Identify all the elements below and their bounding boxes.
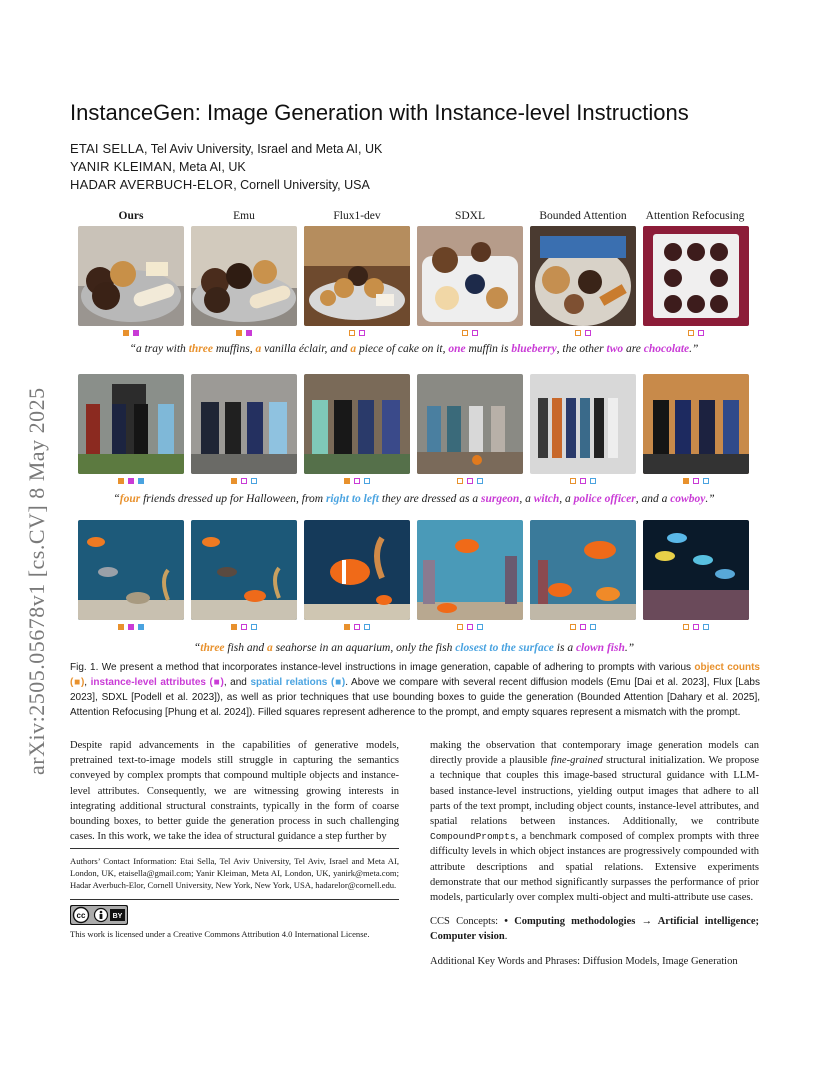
image-bounded-attention-aquarium [530,520,636,620]
text-run: “ [113,493,120,505]
text-run: instance-level attributes (■) [90,677,224,688]
license-rule [70,899,399,900]
score-marks-ours-halloween [78,478,184,484]
attribute-mark [467,624,473,630]
count-mark [123,330,129,336]
count-mark [236,330,242,336]
creative-commons-icon [70,905,128,925]
score-marks-refocusing-halloween [643,478,749,484]
count-mark [688,330,694,336]
text-run: seahorse in an aquarium, only the fish [272,642,456,654]
image-sdxl-halloween [417,374,523,474]
score-marks-flux-halloween [304,478,410,484]
text-run: right to left [325,493,379,505]
attribute-mark [472,330,478,336]
text-run: , a [559,493,574,505]
prompt-tray [78,343,750,355]
text-run: vanilla éclair, and [261,343,351,355]
text-run: one [448,343,466,355]
count-mark [462,330,468,336]
text-run: .” [689,343,699,355]
ccs-concepts: CCS Concepts: • Computing methodologies → Artificial intelligence; Computer vision. [430,916,759,943]
cc-badge-text: BY [112,913,123,920]
text-run: friends dressed up for Halloween, from [140,493,326,505]
score-marks-emu-halloween [191,478,297,484]
image-attention-refocusing-halloween [643,374,749,474]
attribute-mark [354,624,360,630]
abstract-left-column [70,738,399,853]
abstract-paragraph-1: Despite rapid advancements in the capabilities of generative models, pretrained text-to-image models still struggle in capturing the semantics conveyed by complex prompts that compound multiple objects and instance-level attributes. Consequently, we are witnessing growing interests in integrating additional structural constraints, typically in the form of coarse bounding boxes, to better guide the generation process in such challenging cases. In this work, we take the idea of structural guidance a step further by [70,740,399,843]
score-marks-refocusing-aquarium [643,624,749,630]
text-run: “ [193,642,201,654]
count-mark [683,478,689,484]
author-3: HADAR AVERBUCH-ELOR, Cornell University, USA [70,177,370,192]
text-run: is a [553,642,576,654]
attribute-mark [580,478,586,484]
text-run: , the other [556,343,607,355]
text-run: three [188,343,213,355]
score-marks-sdxl-aquarium [417,624,523,630]
arxiv-id: arXiv:2505.05678v1 [cs.CV] 8 May 2025 [24,387,49,775]
spatial-mark [138,478,144,484]
image-attention-refocusing-aquarium [643,520,749,620]
count-mark [118,624,124,630]
prompt-halloween [78,493,750,505]
text-run: cowboy [670,493,706,505]
author-1: ETAI SELLA, Tel Aviv University, Israel and Meta AI, UK [70,141,383,156]
count-mark [570,478,576,484]
text-run: are [623,343,644,355]
spatial-mark [477,478,483,484]
text-run: spatial relations (■) [250,677,346,688]
column-header-bounded-attention: Bounded Attention [539,210,627,222]
score-marks-emu-aquarium [191,624,297,630]
cc-by-license-badge [70,905,128,925]
image-emu-tray [191,226,297,326]
text-run: surgeon [480,493,520,505]
abstract-paragraph-2: making the observation that contemporary image generation models can directly provide a plausible fine-grained structural initialization. We propose a technique that couples this image-based structural guidance with LLM-based instance-level instructions, yielding output images that adhere to all parts of the text prompt, including object counts, instance-level attributes, and spatial relations between instances. Additionally, we contribute CompoundPrompts, a benchmark composed of complex prompts with three difficulty levels in which object instances are progressively compounded with attribute descriptions and spatial relations. Extensive experiments demonstrate that our method significantly surpasses the performance of prior models, particularly over complex multi-object and multi-attribute use cases. [430,740,759,904]
text-run: “a tray with [129,343,189,355]
image-ours-tray [78,226,184,326]
image-bounded-attention-tray [530,226,636,326]
score-marks-refocusing-tray [643,330,749,336]
text-run: .” [705,493,715,505]
spatial-mark [251,478,257,484]
spatial-mark [251,624,257,630]
text-run: chocolate [643,343,690,355]
spatial-mark [703,624,709,630]
image-flux-halloween [304,374,410,474]
score-marks-emu-tray [191,330,297,336]
count-mark [118,478,124,484]
text-run: two [606,343,624,355]
text-run: , [84,677,91,688]
count-mark [457,624,463,630]
column-header-sdxl: SDXL [454,210,486,222]
abstract-right-column [430,738,759,978]
keywords: Additional Key Words and Phrases: Diffusion Models, Image Generation [430,955,738,967]
spatial-mark [364,478,370,484]
score-marks-bounded-halloween [530,478,636,484]
attribute-mark [354,478,360,484]
text-run: blueberry [511,343,557,355]
text-run: muffins, [212,343,256,355]
spatial-mark [477,624,483,630]
count-mark [570,624,576,630]
column-header-flux: Flux1-dev [333,210,381,222]
prompt-aquarium [78,642,750,654]
text-run: a [255,343,262,355]
text-run: , and a [635,493,671,505]
figure-caption [70,660,760,720]
image-attention-refocusing-tray [643,226,749,326]
count-mark [231,624,237,630]
text-run: three [200,642,225,654]
text-run: witch [533,493,560,505]
score-marks-flux-tray [304,330,410,336]
license-text: This work is licensed under a Creative Commons Attribution 4.0 International License. [70,929,370,939]
attribute-mark [246,330,252,336]
author-2: YANIR KLEIMAN, Meta AI, UK [70,159,246,174]
count-mark [575,330,581,336]
author-list [70,140,382,194]
text-run: , a [519,493,534,505]
text-run: piece of cake on it, [356,343,449,355]
text-run: police officer [573,493,636,505]
column-header-attention-refocusing: Attention Refocusing [645,210,745,222]
score-marks-ours-tray [78,330,184,336]
spatial-mark [364,624,370,630]
image-sdxl-tray [417,226,523,326]
column-header-emu: Emu [233,210,255,222]
count-mark [457,478,463,484]
text-run: Fig. 1. We present a method that incorporates instance-level instructions in image generation, capable of adhering to prompts with various [70,662,695,673]
text-run: , and [223,677,251,688]
score-marks-flux-aquarium [304,624,410,630]
attribute-mark [693,624,699,630]
image-ours-halloween [78,374,184,474]
count-mark [231,478,237,484]
score-marks-sdxl-tray [417,330,523,336]
text-run: object counts (■) [70,662,760,688]
attribute-mark [128,624,134,630]
paper-title: InstanceGen: Image Generation with Instance-level Instructions [70,100,689,125]
count-mark [344,624,350,630]
attribute-mark [698,330,704,336]
svg-text:cc: cc [76,911,86,920]
attribute-mark [359,330,365,336]
score-marks-bounded-tray [530,330,636,336]
attribute-mark [241,478,247,484]
text-run: . Above we compare with several recent diffusion models (Emu [Dai et al. 2023], Flux [Labs 2023], SDXL [Podell et al. 2023]), as well as prior techniques that use bounding boxes to guide the generation (Bounded Attention [Dahary et al. 2025], Attention Refocusing [Phung et al. 2024]). Filled squares represent adherence to the prompt, and empty squares represent a mismatch with the prompt. [70,677,760,718]
image-flux-aquarium [304,520,410,620]
attribute-mark [467,478,473,484]
image-bounded-attention-halloween [530,374,636,474]
attribute-mark [128,478,134,484]
text-run: a [350,343,357,355]
spatial-mark [138,624,144,630]
text-run: clown fish [575,642,625,654]
image-ours-aquarium [78,520,184,620]
count-mark [349,330,355,336]
image-emu-halloween [191,374,297,474]
spatial-mark [590,624,596,630]
arxiv-stamp [24,300,50,780]
author-contact-footnote: Authors’ Contact Information: Etai Sella, Tel Aviv University, Tel Aviv, Israel and Meta AI, London, UK, etaisella@gmail.com; Yanir Kleiman, Meta AI, London, UK, yanirk@meta.com; Hadar Averbuch-Elor, Cornell University, New York, New York, USA, hadarelor@cornell.edu. [70,856,399,891]
score-marks-sdxl-halloween [417,478,523,484]
image-flux-tray [304,226,410,326]
attribute-mark [585,330,591,336]
spatial-mark [703,478,709,484]
text-run: muffin is [465,343,512,355]
score-marks-bounded-aquarium [530,624,636,630]
attribute-mark [693,478,699,484]
column-header-ours: Ours [118,210,144,222]
count-mark [683,624,689,630]
text-run: a [267,642,273,654]
text-run: .” [624,642,635,654]
image-emu-aquarium [191,520,297,620]
count-mark [344,478,350,484]
attribute-mark [241,624,247,630]
figure-column-headers [78,210,750,226]
attribute-mark [133,330,139,336]
spatial-mark [590,478,596,484]
score-marks-ours-aquarium [78,624,184,630]
text-run: four [119,493,141,505]
text-run: fish and [224,642,268,654]
footnote-rule [70,848,399,849]
text-run: closest to the surface [455,642,554,654]
image-sdxl-aquarium [417,520,523,620]
attribute-mark [580,624,586,630]
text-run: they are dressed as a [378,493,481,505]
